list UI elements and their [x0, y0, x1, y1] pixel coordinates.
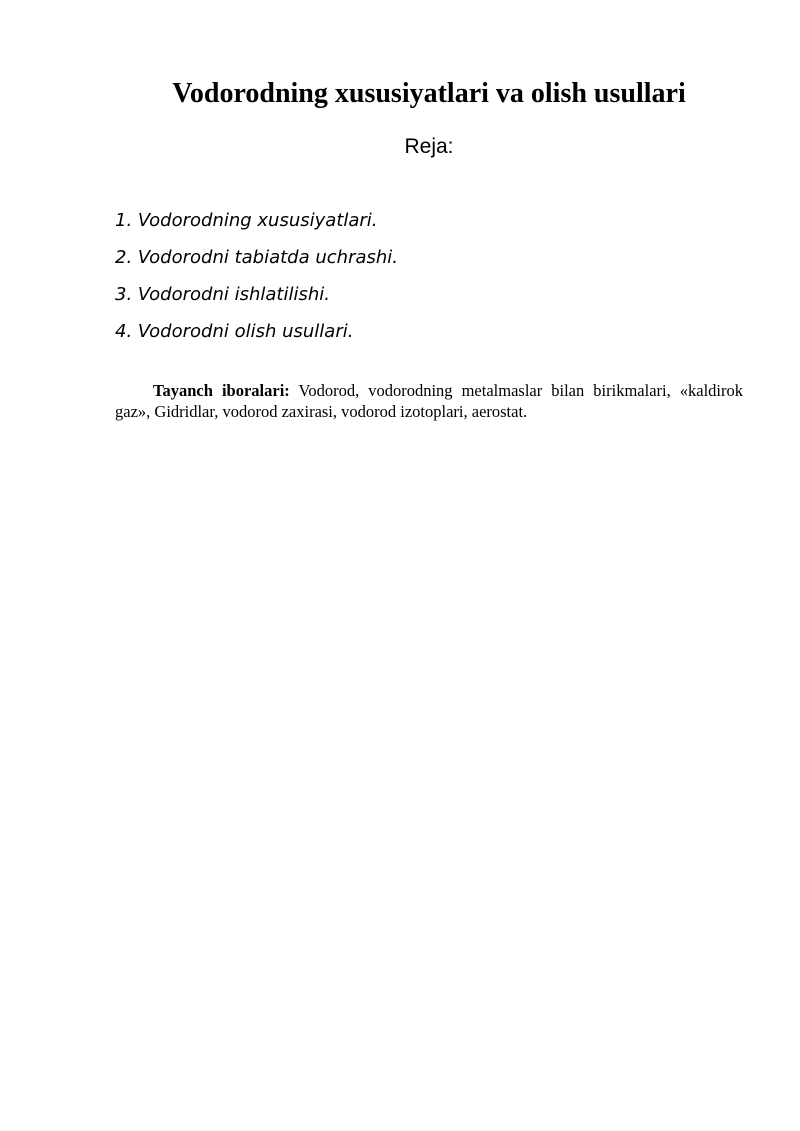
plan-item-3: 3. Vodorodni ishlatilishi. — [115, 284, 330, 305]
keywords-label: Tayanch iboralari: — [153, 381, 290, 400]
keywords-paragraph — [115, 380, 743, 422]
page-title: Vodorodning xususiyatlari va olish usullari — [172, 78, 686, 109]
plan-list — [115, 208, 398, 356]
plan-item-1: 1. Vodorodning xususiyatlari. — [115, 210, 378, 231]
plan-item-4: 4. Vodorodni olish usullari. — [115, 321, 354, 342]
keywords-text: Vodorod, vodorodning metalmaslar bilan birikmalari, «kaldirok gaz», Gidridlar, vodorod zaxirasi, vodorod izotoplari, aerostat. — [115, 381, 744, 421]
plan-heading: Reja: — [404, 135, 454, 158]
plan-item-2: 2. Vodorodni tabiatda uchrashi. — [115, 247, 399, 268]
